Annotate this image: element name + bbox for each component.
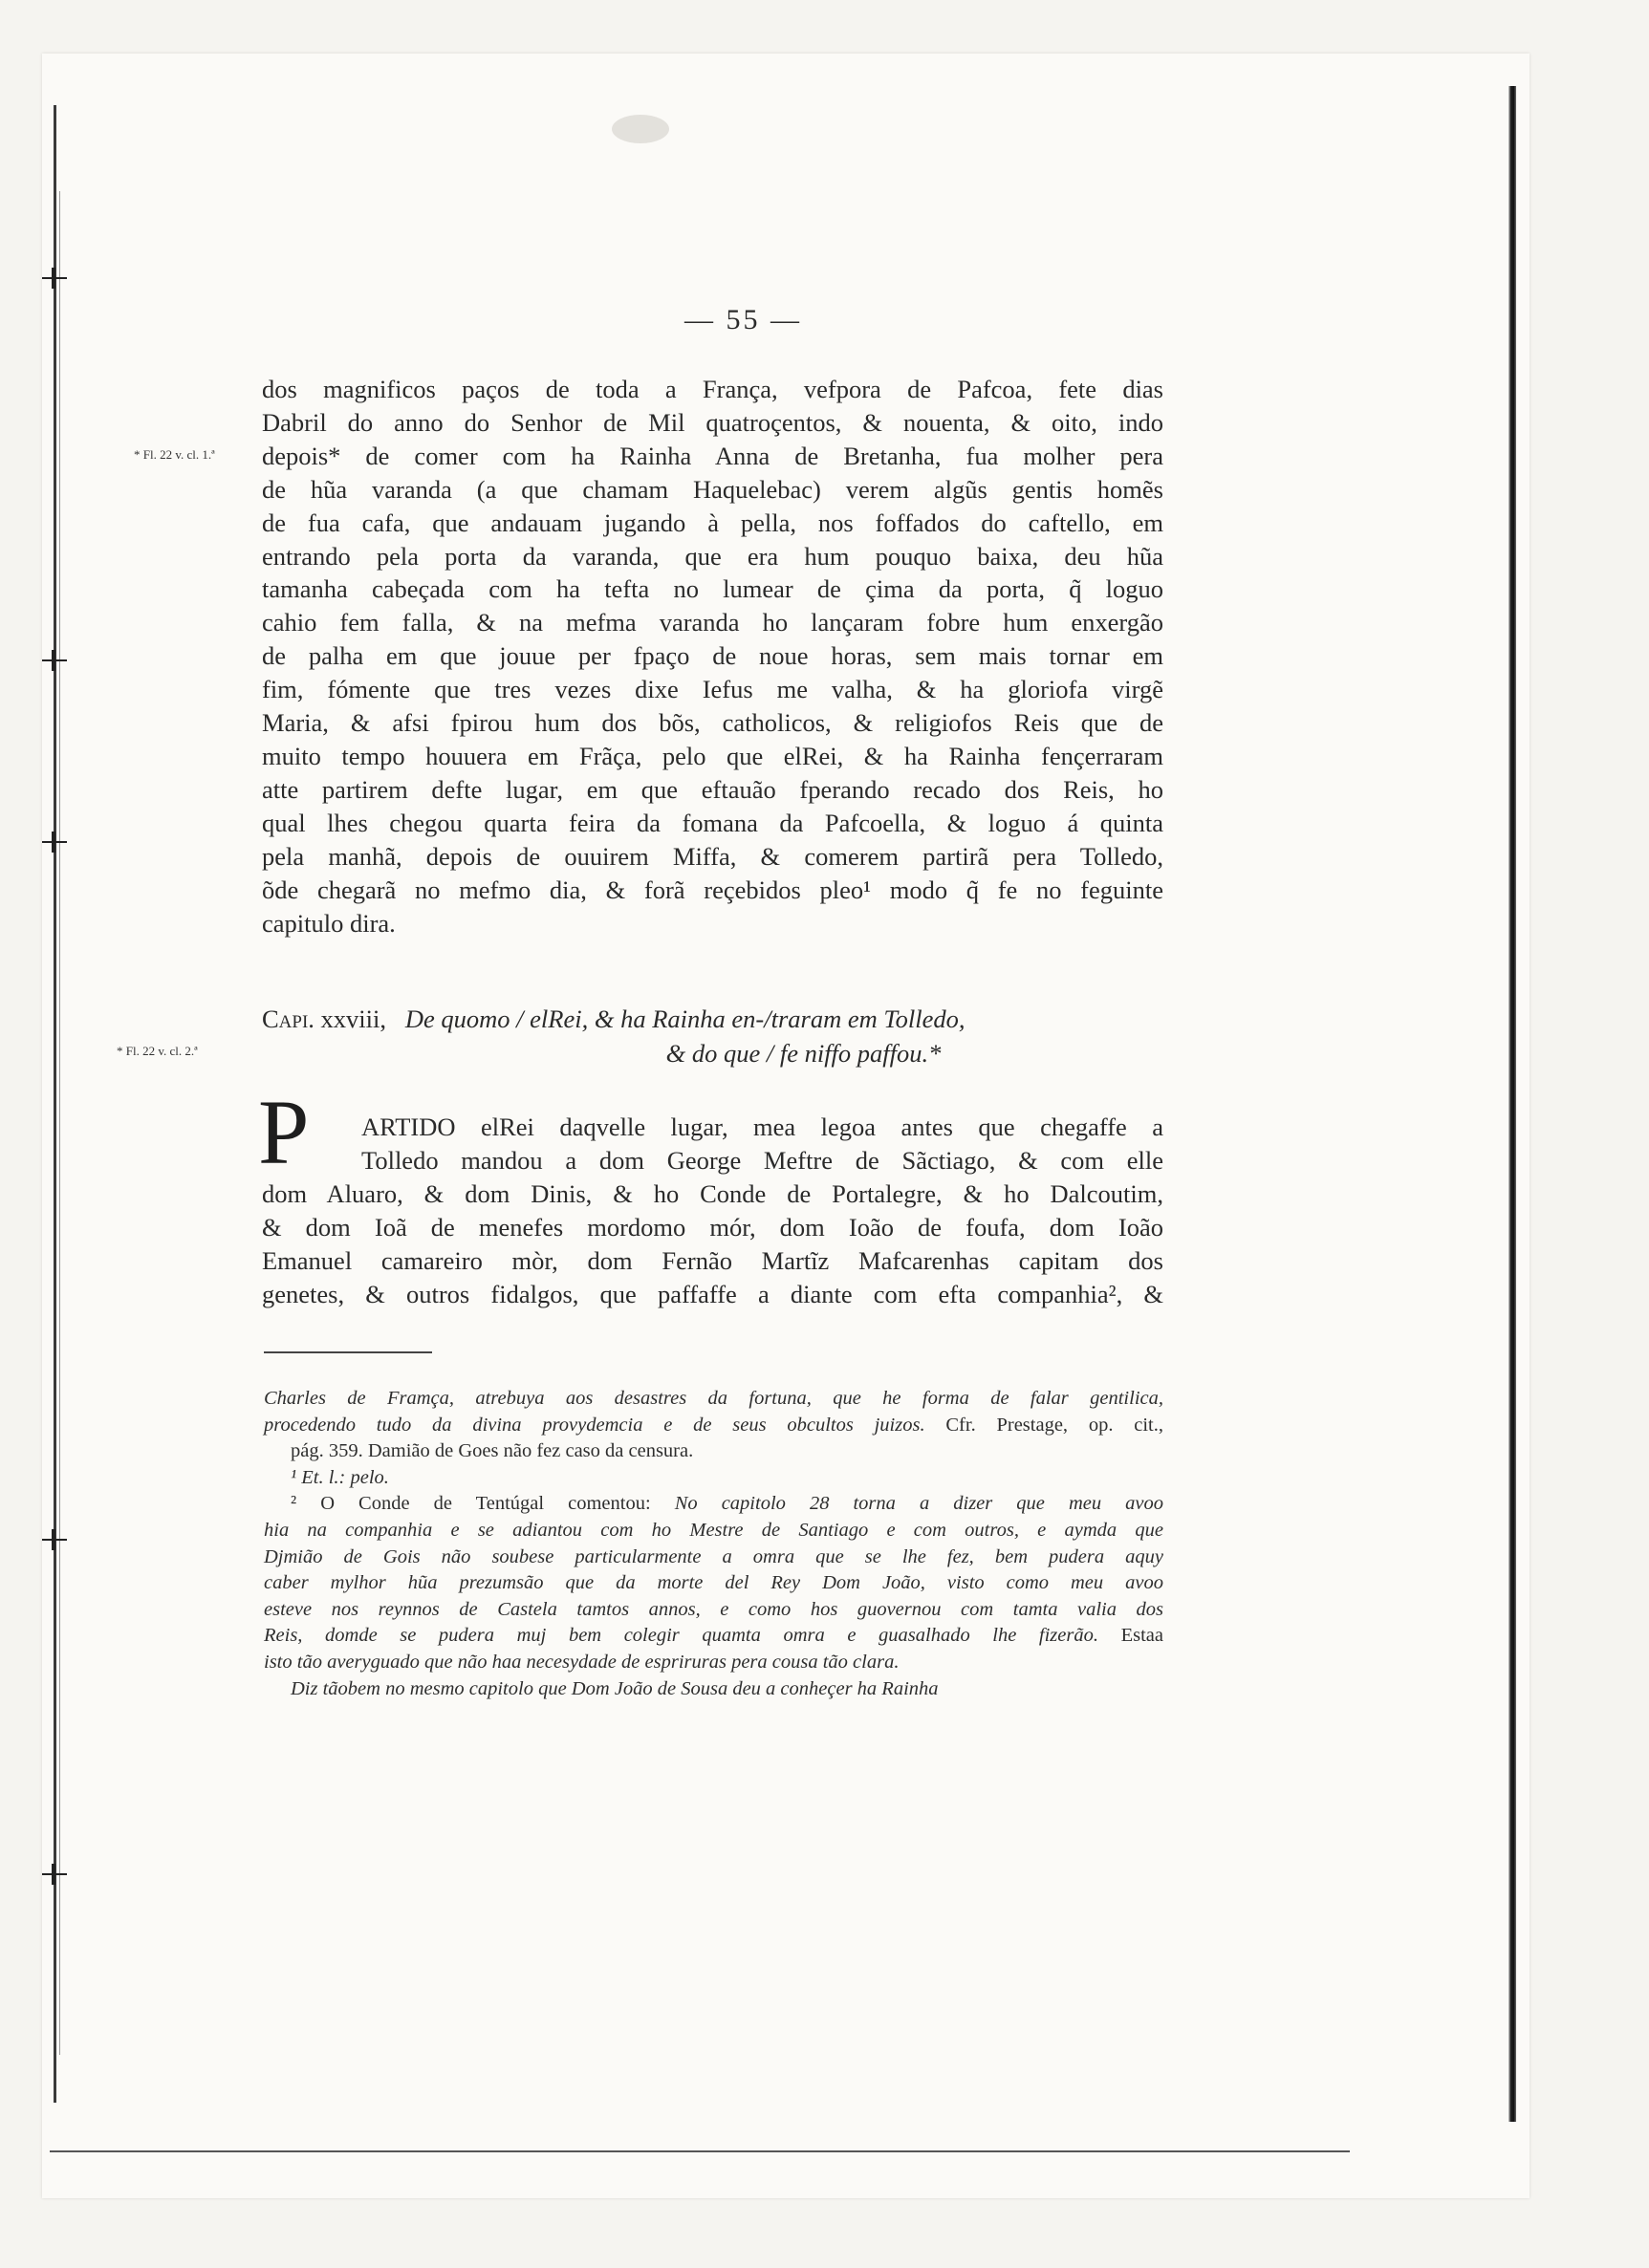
text-line: pela manhã, depois de ouuirem Miffa, & comerem partirã pera Tolledo, — [262, 841, 1163, 871]
footnote-citation: Cfr. Prestage, op. cit., — [945, 1414, 1163, 1436]
text-line: genetes, & outros fidalgos, que paffaffe a diante com efta companhia², & — [262, 1279, 1163, 1308]
text-line: cahio fem falla, & na mefma varanda ho lançaram fobre hum enxergão — [262, 608, 1163, 637]
text-line: muito tempo houuera em Frãça, pelo que elRei, & ha Rainha fençerraram — [262, 741, 1163, 770]
text-line: ARTIDO elRei daqvelle lugar, mea legoa antes que chegaffe a — [361, 1112, 1163, 1141]
margin-note: * Fl. 22 v. cl. 1.ª — [134, 447, 215, 462]
text-line: Dabril do anno do Senhor de Mil quatroçentos, & nouenta, & oito, indo — [262, 407, 1163, 437]
text-line: Tolledo mandou a dom George Meftre de Sãctiago, & com elle — [361, 1145, 1163, 1175]
text-line: dos magnificos paços de toda a França, vefpora de Pafcoa, fete dias — [262, 375, 1163, 403]
footnote-line: isto tão averyguado que não haa necesydade de espriruras pera cousa tão clara. — [264, 1651, 900, 1673]
footnote-line: Diz tãobem no mesmo capitolo que Dom João de Sousa deu a conheçer ha Rainha — [291, 1677, 939, 1699]
footnote-line: Charles de Framça, atrebuya aos desastres da fortuna, que he forma de falar gentilica, — [264, 1388, 1163, 1409]
text-line: capitulo dira. — [262, 908, 396, 938]
drop-cap: P — [258, 1081, 310, 1183]
text-line: Maria, & afsi fpirou hum dos bõs, catholicos, & religiofos Reis que de — [262, 708, 1163, 738]
left-border-thin-rule — [59, 191, 60, 2055]
footnote-line: caber mylhor hũa prezumsão que da morte del Rey Dom João, visto como meu avoo — [264, 1572, 1163, 1594]
text-line: de fua cafa, que andauam jugando à pella, nos foffados do caftello, em — [262, 508, 1163, 537]
registration-mark — [42, 659, 67, 661]
margin-note: * Fl. 22 v. cl. 2.ª — [117, 1044, 198, 1058]
footnote-line: hia na companhia e se adiantou com ho Mestre de Santiago e com outros, e aymda que — [264, 1519, 1163, 1541]
text-line: õde chegarã no mefmo dia, & forã reçebidos pleo¹ modo q̃ fe no feguinte — [262, 875, 1163, 904]
registration-mark — [42, 1873, 67, 1875]
footnotes — [264, 1386, 1163, 1702]
chapter-label: Capi. — [262, 1004, 315, 1033]
chapter-heading-line — [262, 1002, 1163, 1036]
footnote-separator — [264, 1351, 432, 1353]
chapter-heading — [262, 1002, 1163, 1070]
text-line: depois* de comer com ha Rainha Anna de Bretanha, fua molher pera — [262, 441, 1163, 470]
footnote-line: procedendo tudo da divina provydemcia e de seus obcultos juizos. Cfr. Prestage, op. cit., — [264, 1414, 1163, 1436]
footnote-quote: No capitolo 28 torna a dizer que meu avoo — [674, 1493, 1164, 1515]
footnote-line: pág. 359. Damião de Goes não fez caso da censura. — [291, 1440, 694, 1462]
text-line: de palha em que jouue per fpaço de noue horas, sem mais tornar em — [262, 641, 1163, 671]
text-line: qual lhes chegou quarta feira da fomana da Pafcoella, & loguo á quinta — [262, 808, 1163, 837]
chapter-title: De quomo / elRei, & ha Rainha en-/traram em Tolledo, — [404, 1004, 966, 1033]
paper-stain — [612, 115, 669, 143]
footnote-line: Reis, domde se pudera muj bem colegir quamta omra e guasalhado lhe fizerão. Estaa — [264, 1625, 1163, 1647]
right-border-rule — [1508, 86, 1516, 2122]
registration-mark — [42, 841, 67, 843]
text-line: Emanuel camareiro mòr, dom Fernão Martĩz Mafcarenhas capitam dos — [262, 1245, 1163, 1275]
text-line: atte partirem defte lugar, em que eftauão fperando recado dos Reis, ho — [262, 774, 1163, 804]
footnote-line: Djmião de Gois não soubese particularmente a omra que se lhe fez, bem pudera aquy — [264, 1545, 1163, 1567]
text-line: tamanha cabeçada com ha tefta no lumear de çima da porta, q̃ loguo — [262, 574, 1163, 604]
bottom-border-rule — [50, 2150, 1350, 2152]
left-border-rule — [54, 105, 56, 2103]
text-line: & dom Ioã de menefes mordomo mór, dom Ioão de foufa, dom Ioão — [262, 1212, 1163, 1242]
paragraph-continued — [262, 373, 1163, 940]
text-line: de hũa varanda (a que chamam Haquelebac) verem algũs gentis homẽs — [262, 474, 1163, 504]
registration-mark — [42, 277, 67, 279]
text-line: dom Aluaro, & dom Dinis, & ho Conde de Portalegre, & ho Dalcoutim, — [262, 1178, 1163, 1208]
footnote-line: ² O Conde de Tentúgal comentou: No capitolo 28 torna a dizer que meu avoo — [291, 1493, 1164, 1515]
page-number: — 55 — — [684, 304, 802, 335]
chapter-paragraph — [262, 1111, 1163, 1310]
chapter-numeral: xxviii, — [320, 1004, 387, 1033]
footnote-line: ¹ Et. l.: pelo. — [291, 1466, 389, 1488]
footnote-line: esteve nos reynnos de Castela tamtos annos, e como hos guovernou com tamta valia dos — [264, 1598, 1163, 1620]
text-line: entrando pela porta da varanda, que era hum pouquo baixa, deu hũa — [262, 541, 1163, 571]
chapter-title-continued: & do que / fe niffo paffou.* — [665, 1039, 942, 1068]
text-line: fim, fómente que tres vezes dixe Iefus me valha, & ha gloriofa virgẽ — [262, 675, 1163, 704]
registration-mark — [42, 1539, 67, 1541]
footnote-word: Estaa — [1120, 1625, 1163, 1647]
